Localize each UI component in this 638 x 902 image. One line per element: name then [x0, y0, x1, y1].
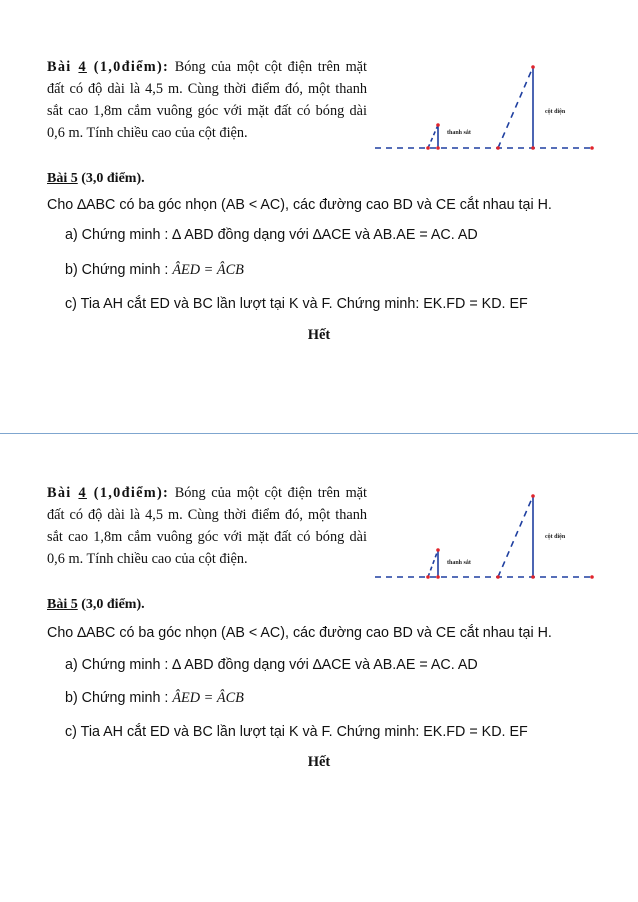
problem-5-part-c: c) Tia AH cắt ED và BC lần lượt tại K và F. Chứng minh: EK.FD = KD. EF — [65, 724, 528, 740]
problem-4-text: Bóng của một cột điện trên mặt đất có độ dài là 4,5 m. Cùng thời điểm đó, một thanh sắt cao 1,8m cắm vuông góc với mặt đất có bóng dài 0,6 m. Tính chiều cao của cột điện. — [47, 59, 368, 141]
bar-foot-point — [436, 146, 440, 150]
problem-5-part-b: b) Chứng minh : ÂED = ÂCB — [65, 262, 244, 278]
bar-foot-point — [436, 575, 440, 579]
problem-5-heading: Bài 5 (3,0 điểm). — [47, 171, 145, 186]
bar-top-point — [436, 123, 440, 127]
ground-end-point — [590, 146, 594, 150]
problem-5-part-c: c) Tia AH cắt ED và BC lần lượt tại K và F. Chứng minh: EK.FD = KD. EF — [65, 296, 528, 312]
problem-5-intro: Cho ∆ABC có ba góc nhọn (AB < AC), các đường cao BD và CE cắt nhau tại H. — [47, 625, 552, 641]
shadow-figure — [370, 55, 610, 165]
exam-copy-2 — [0, 426, 638, 856]
problem-4-text: Bóng của một cột điện trên mặt đất có độ dài là 4,5 m. Cùng thời điểm đó, một thanh sắt cao 1,8m cắm vuông góc với mặt đất có bóng dài 0,6 m. Tính chiều cao của cột điện. — [47, 485, 368, 567]
pole-foot-point — [531, 575, 535, 579]
bar-shadow-ray — [428, 550, 438, 577]
angle-formula: ÂED = ÂCB — [172, 262, 244, 278]
exam-copy-1 — [0, 0, 638, 430]
end-marker: Hết — [307, 754, 331, 770]
problem-4 — [47, 56, 367, 144]
pole-top-point — [531, 65, 535, 69]
problem-5-heading: Bài 5 (3,0 điểm). — [47, 597, 145, 612]
bar-top-point — [436, 548, 440, 552]
bar-shadow-ray — [428, 125, 438, 148]
pole-shadow-point — [496, 146, 500, 150]
end-marker: Hết — [307, 327, 331, 343]
problem-5-part-b: b) Chứng minh : ÂED = ÂCB — [65, 690, 244, 706]
bar-shadow-point — [426, 575, 430, 579]
pole-top-point — [531, 494, 535, 498]
label-pole: cột điện — [545, 109, 566, 115]
problem-5-part-a: a) Chứng minh : ∆ ABD đồng dạng với ∆ACE và AB.AE = AC. AD — [65, 657, 478, 673]
ground-end-point — [590, 575, 594, 579]
problem-4-label: Bài 4 (1,0điểm): — [47, 59, 170, 75]
problem-5-part-a: a) Chứng minh : ∆ ABD đồng dạng với ∆ACE và AB.AE = AC. AD — [65, 227, 478, 243]
pole-shadow-ray — [498, 496, 533, 577]
label-iron-bar: thanh sắt — [447, 560, 471, 566]
label-pole: cột điện — [545, 534, 566, 540]
problem-4-label: Bài 4 (1,0điểm): — [47, 485, 170, 501]
pole-shadow-ray — [498, 67, 533, 148]
label-iron-bar: thanh sắt — [447, 130, 471, 136]
problem-4 — [47, 482, 367, 570]
bar-shadow-point — [426, 146, 430, 150]
shadow-figure — [370, 486, 610, 596]
pole-foot-point — [531, 146, 535, 150]
pole-shadow-point — [496, 575, 500, 579]
problem-5-intro: Cho ∆ABC có ba góc nhọn (AB < AC), các đường cao BD và CE cắt nhau tại H. — [47, 197, 552, 213]
angle-formula: ÂED = ÂCB — [172, 690, 244, 706]
